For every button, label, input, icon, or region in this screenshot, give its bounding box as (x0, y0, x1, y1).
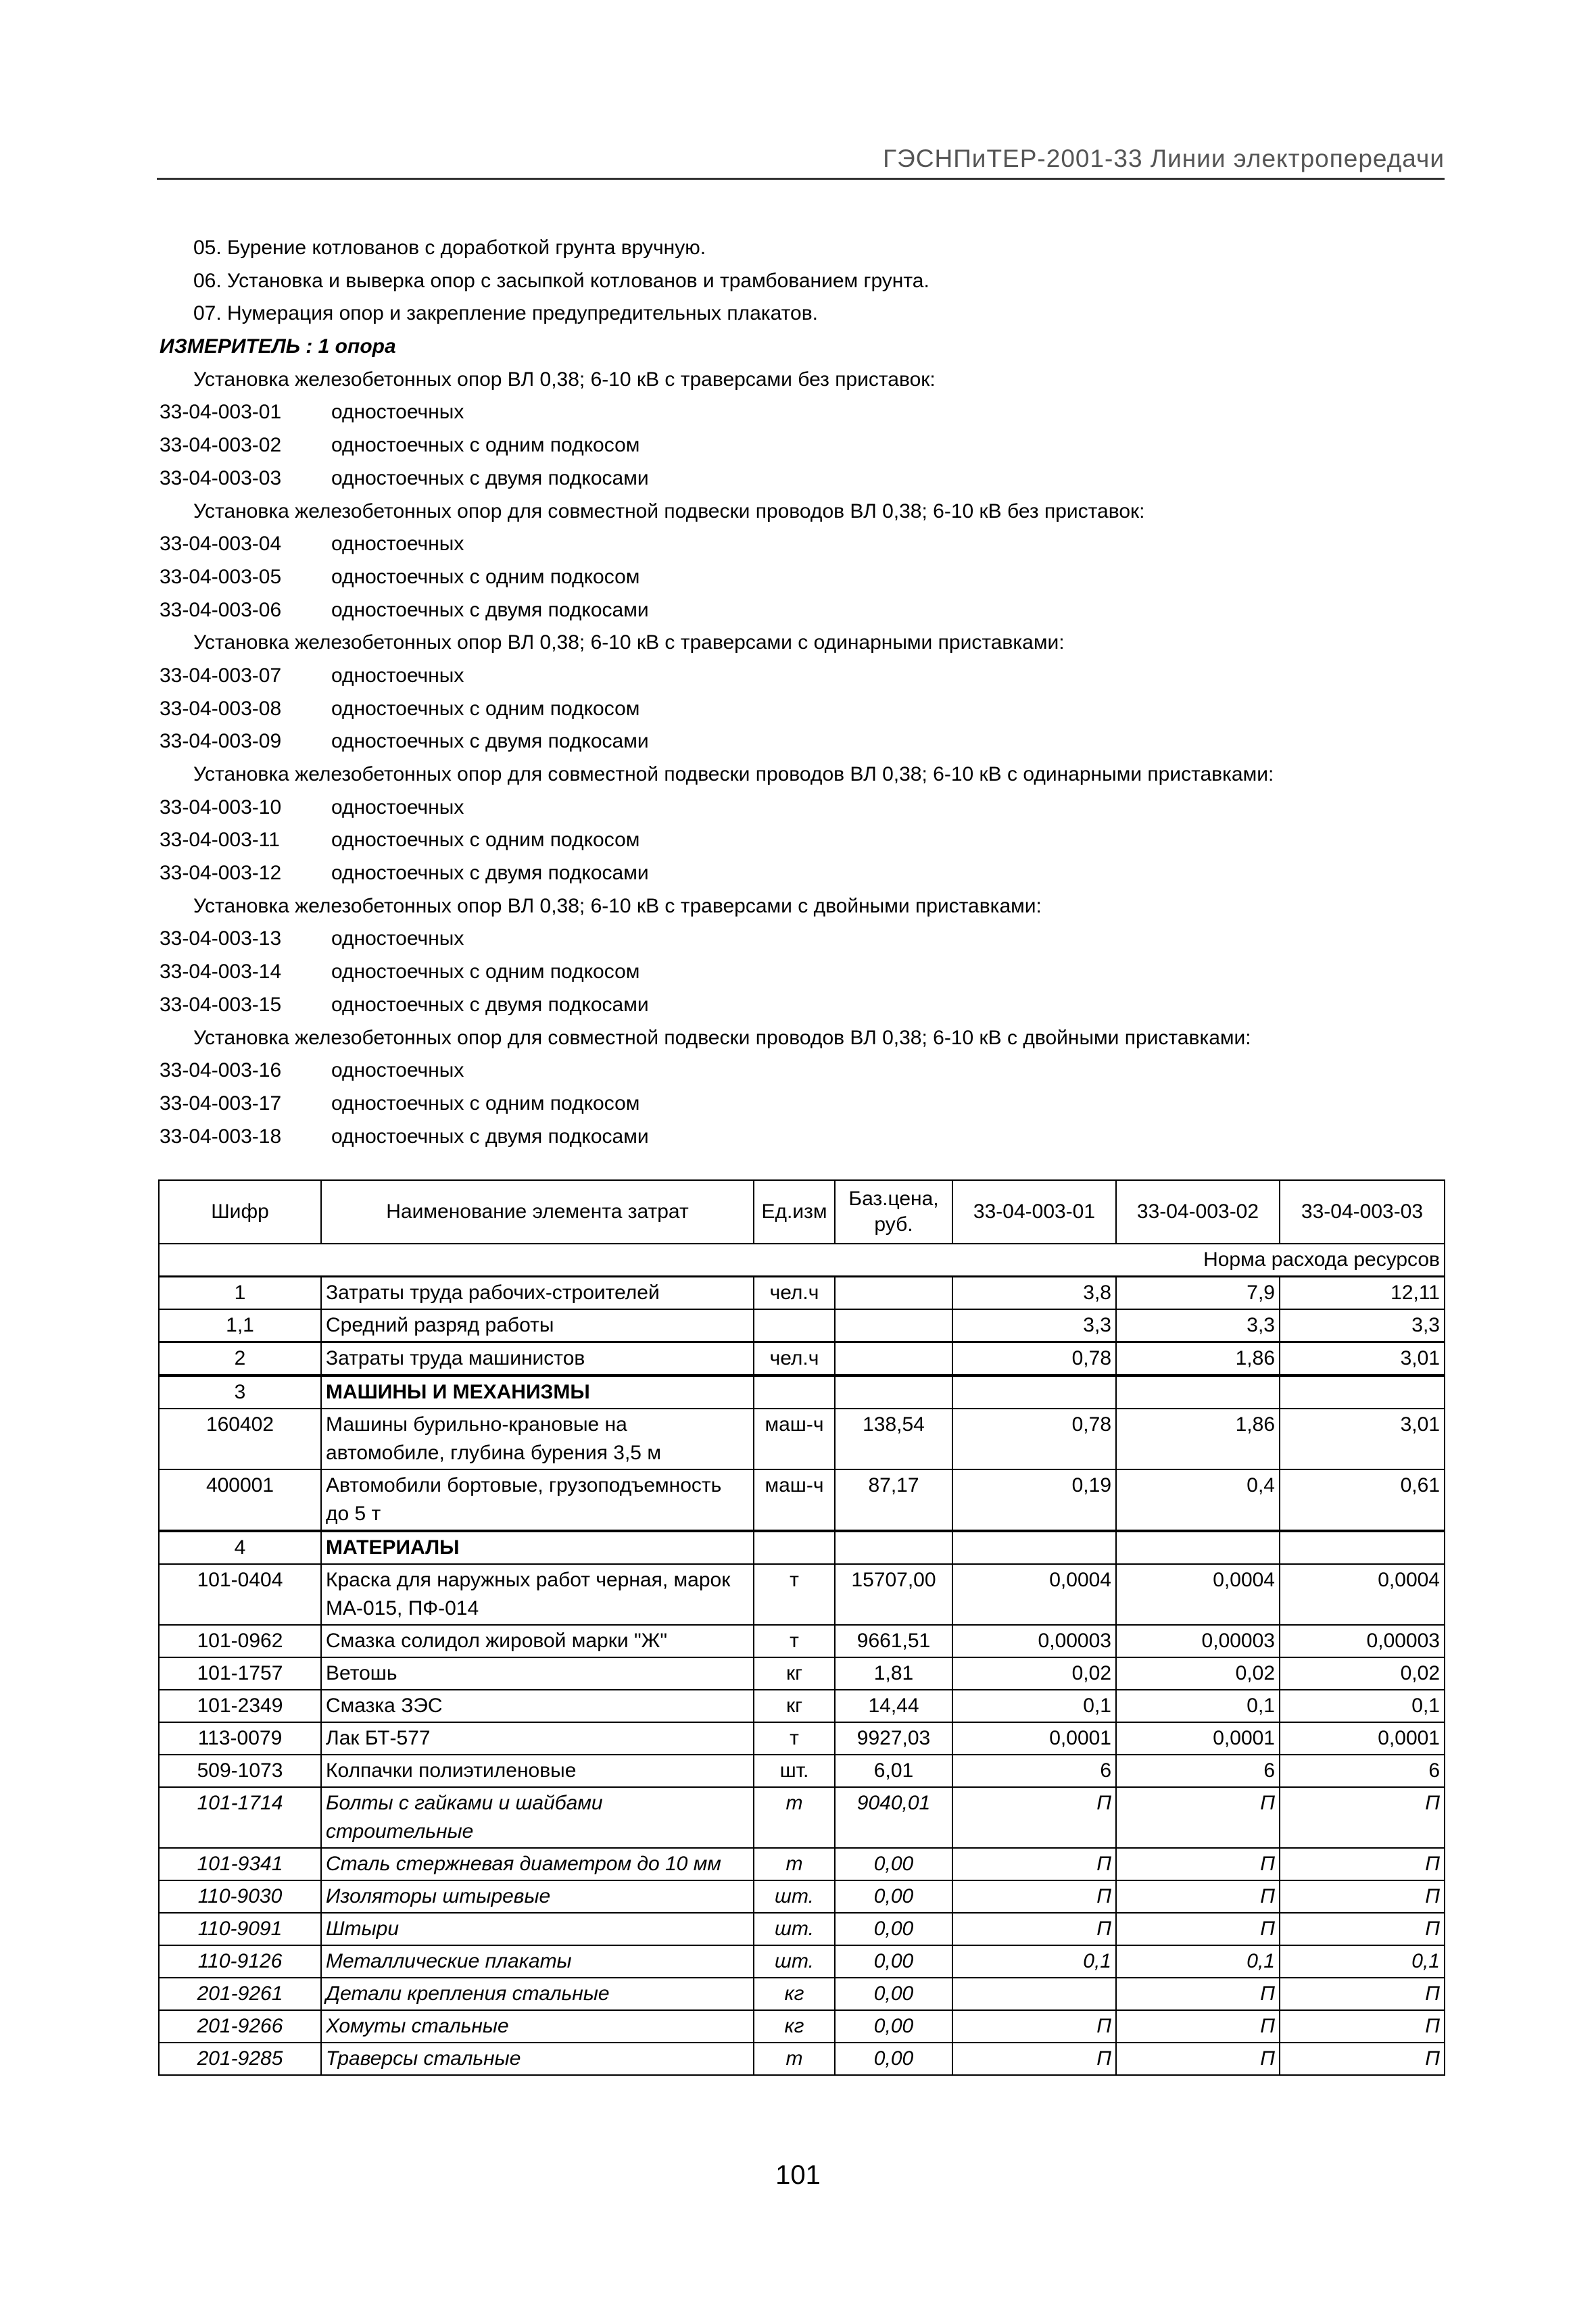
cell-price: 15707,00 (835, 1564, 952, 1625)
cell-name: МАШИНЫ И МЕХАНИЗМЫ (321, 1375, 754, 1409)
cell-code: 160402 (159, 1409, 321, 1469)
section-row (159, 1375, 1445, 1409)
cell-name: Смазка солидол жировой марки "Ж" (321, 1625, 754, 1657)
norm-description: одностоечных с одним подкосом (331, 960, 640, 983)
cell-value-col2 (1116, 1531, 1280, 1564)
cell-value-col3: П (1280, 1848, 1445, 1880)
cell-code: 3 (159, 1375, 321, 1409)
cell-value-col2: П (1116, 1913, 1280, 1945)
cell-value-col3: П (1280, 2010, 1445, 2043)
cell-value-col2 (1116, 1375, 1280, 1409)
cell-code: 1 (159, 1277, 321, 1310)
norm-code: 33-04-003-04 (160, 533, 282, 556)
norm-code: 33-04-003-09 (160, 730, 282, 753)
section-row (159, 1531, 1445, 1564)
norm-code: 33-04-003-07 (160, 664, 282, 687)
cell-price: 87,17 (835, 1469, 952, 1531)
norm-code: 33-04-003-11 (160, 829, 280, 852)
cell-price (835, 1531, 952, 1564)
cell-value-col1: 3,3 (952, 1309, 1116, 1342)
norm-description: одностоечных (331, 401, 464, 424)
cell-value-col1: 0,78 (952, 1342, 1116, 1376)
norm-code-item (160, 693, 1444, 726)
cell-value-col3: 0,1 (1280, 1945, 1445, 1978)
cell-price: 9927,03 (835, 1722, 952, 1755)
cell-code: 101-1714 (159, 1787, 321, 1848)
cell-code: 101-1757 (159, 1657, 321, 1690)
cell-value-col1: П (952, 1787, 1116, 1848)
cell-value-col2: 0,1 (1116, 1945, 1280, 1978)
cell-price: 0,00 (835, 2010, 952, 2043)
cell-name: Металлические плакаты (321, 1945, 754, 1978)
norm-description: одностоечных с двумя подкосами (331, 1125, 649, 1148)
table-header-row (159, 1180, 1445, 1244)
cell-value-col3: 3,3 (1280, 1309, 1445, 1342)
cell-unit: кг (754, 1690, 835, 1722)
norm-code-item (160, 1121, 1444, 1154)
cell-unit: т (754, 1848, 835, 1880)
norm-code-item (160, 660, 1444, 693)
norm-code-item (160, 528, 1444, 561)
cell-value-col1: 0,0004 (952, 1564, 1116, 1625)
cell-value-col2: 0,1 (1116, 1690, 1280, 1722)
norm-description: одностоечных с двумя подкосами (331, 466, 649, 489)
cell-value-col1: 0,02 (952, 1657, 1116, 1690)
header-col3: 33-04-003-03 (1280, 1180, 1445, 1244)
cell-unit: шт. (754, 1945, 835, 1978)
norm-description: одностоечных с одним подкосом (331, 1092, 640, 1115)
cell-name: Машины бурильно-крановые на автомобиле, глубина бурения 3,5 м (321, 1409, 754, 1469)
cell-code: 101-9341 (159, 1848, 321, 1880)
cell-value-col1: П (952, 2010, 1116, 2043)
cell-unit (754, 1531, 835, 1564)
cell-value-col3: 0,02 (1280, 1657, 1445, 1690)
cell-value-col3: 0,1 (1280, 1690, 1445, 1722)
cell-value-col2: 0,4 (1116, 1469, 1280, 1531)
cell-unit (754, 1375, 835, 1409)
cell-value-col1: П (952, 1913, 1116, 1945)
norm-code-item (160, 1088, 1444, 1121)
table-row (159, 1625, 1445, 1657)
cell-code: 201-9285 (159, 2043, 321, 2075)
norm-description: одностоечных (331, 927, 464, 950)
norm-code-item (160, 594, 1444, 627)
process-step: 07. Нумерация опор и закрепление предупредительных плакатов. (193, 302, 818, 325)
cell-name: Сталь стержневая диаметром до 10 мм (321, 1848, 754, 1880)
table-row (159, 1277, 1445, 1310)
norm-code: 33-04-003-14 (160, 960, 282, 983)
cell-name: Детали крепления стальные (321, 1978, 754, 2010)
norm-description: одностоечных с двумя подкосами (331, 598, 649, 621)
norm-description: одностоечных с двумя подкосами (331, 730, 649, 753)
cell-name: Затраты труда рабочих-строителей (321, 1277, 754, 1310)
norm-description: одностоечных (331, 796, 464, 819)
norm-description: одностоечных с одним подкосом (331, 697, 640, 720)
table-row (159, 1309, 1445, 1342)
norm-description: одностоечных с двумя подкосами (331, 993, 649, 1016)
cell-unit: т (754, 1625, 835, 1657)
cell-value-col3: П (1280, 2043, 1445, 2075)
cell-value-col2: П (1116, 1978, 1280, 2010)
cell-unit (754, 1309, 835, 1342)
cell-name: Средний разряд работы (321, 1309, 754, 1342)
cell-code: 110-9091 (159, 1913, 321, 1945)
cell-value-col2: П (1116, 1880, 1280, 1913)
cell-value-col1: 0,00003 (952, 1625, 1116, 1657)
norm-code: 33-04-003-08 (160, 697, 282, 720)
norm-code-item (160, 1054, 1444, 1088)
norm-label-row (159, 1244, 1445, 1277)
cell-unit: кг (754, 2010, 835, 2043)
cell-value-col2: 0,00003 (1116, 1625, 1280, 1657)
cell-price: 0,00 (835, 2043, 952, 2075)
cell-price: 9661,51 (835, 1625, 952, 1657)
cell-price (835, 1375, 952, 1409)
cell-unit: шт. (754, 1913, 835, 1945)
cell-code: 201-9266 (159, 2010, 321, 2043)
cell-value-col3: 3,01 (1280, 1342, 1445, 1376)
cell-code: 400001 (159, 1469, 321, 1531)
cell-value-col1 (952, 1375, 1116, 1409)
norm-code: 33-04-003-10 (160, 796, 282, 819)
cell-value-col2: 3,3 (1116, 1309, 1280, 1342)
table-row (159, 1469, 1445, 1531)
cell-code: 509-1073 (159, 1755, 321, 1787)
cell-price: 6,01 (835, 1755, 952, 1787)
cell-unit: маш-ч (754, 1469, 835, 1531)
cell-value-col2: П (1116, 1848, 1280, 1880)
cell-value-col3: 0,00003 (1280, 1625, 1445, 1657)
table-row (159, 1755, 1445, 1787)
table-row (159, 1722, 1445, 1755)
group-title: Установка железобетонных опор для совместной подвески проводов ВЛ 0,38; 6-10 кВ с двойными приставками: (193, 1026, 1251, 1049)
group-title: Установка железобетонных опор ВЛ 0,38; 6-10 кВ с траверсами с одинарными приставками: (193, 631, 1065, 654)
cell-value-col3: 3,01 (1280, 1409, 1445, 1469)
process-step: 05. Бурение котлованов с доработкой грунта вручную. (193, 237, 706, 259)
cell-value-col2: 0,02 (1116, 1657, 1280, 1690)
cell-code: 1,1 (159, 1309, 321, 1342)
cell-value-col2: 0,0001 (1116, 1722, 1280, 1755)
cell-value-col2: П (1116, 1787, 1280, 1848)
norm-code-item (160, 725, 1444, 758)
norm-code-item (160, 462, 1444, 495)
cell-value-col1: П (952, 1880, 1116, 1913)
cell-name: Смазка ЗЭС (321, 1690, 754, 1722)
cell-name: Болты с гайками и шайбами строительные (321, 1787, 754, 1848)
norm-label: Норма расхода ресурсов (159, 1244, 1445, 1277)
cell-code: 110-9126 (159, 1945, 321, 1978)
table-row (159, 1690, 1445, 1722)
cell-value-col2: 0,0004 (1116, 1564, 1280, 1625)
header-name: Наименование элемента затрат (321, 1180, 754, 1244)
header-rule (157, 178, 1445, 180)
cell-name: МАТЕРИАЛЫ (321, 1531, 754, 1564)
norm-code-item (160, 396, 1444, 429)
measure-unit: ИЗМЕРИТЕЛЬ : 1 опора (160, 335, 396, 358)
cell-value-col3: 0,0001 (1280, 1722, 1445, 1755)
cell-value-col2: 6 (1116, 1755, 1280, 1787)
cell-price (835, 1277, 952, 1310)
header-price: Баз.цена, руб. (835, 1180, 952, 1244)
cell-unit: т (754, 1722, 835, 1755)
group-title: Установка железобетонных опор ВЛ 0,38; 6-10 кВ с траверсами с двойными приставками: (193, 894, 1042, 917)
cell-value-col1 (952, 1531, 1116, 1564)
cell-code: 101-0962 (159, 1625, 321, 1657)
group-title: Установка железобетонных опор ВЛ 0,38; 6-10 кВ с траверсами без приставок: (193, 368, 936, 391)
table-row (159, 2010, 1445, 2043)
cell-code: 101-2349 (159, 1690, 321, 1722)
cell-value-col3: 12,11 (1280, 1277, 1445, 1310)
norm-code-item (160, 989, 1444, 1022)
norm-code: 33-04-003-05 (160, 565, 282, 588)
cell-price: 138,54 (835, 1409, 952, 1469)
cell-name: Колпачки полиэтиленовые (321, 1755, 754, 1787)
cell-value-col1: 0,1 (952, 1945, 1116, 1978)
cell-value-col1 (952, 1978, 1116, 2010)
cell-value-col3: 0,0004 (1280, 1564, 1445, 1625)
norm-code-item (160, 429, 1444, 462)
cell-price: 0,00 (835, 1945, 952, 1978)
cell-unit: шт. (754, 1880, 835, 1913)
cell-value-col1: 6 (952, 1755, 1116, 1787)
cell-unit: т (754, 2043, 835, 2075)
table-row (159, 1657, 1445, 1690)
header-unit: Ед.изм (754, 1180, 835, 1244)
group-title: Установка железобетонных опор для совместной подвески проводов ВЛ 0,38; 6-10 кВ с одинарными приставками: (193, 763, 1274, 785)
norm-code-item (160, 857, 1444, 890)
intro-section (160, 232, 1444, 1153)
cell-value-col3: П (1280, 1880, 1445, 1913)
cell-unit: чел.ч (754, 1277, 835, 1310)
cell-price (835, 1309, 952, 1342)
cell-value-col2: П (1116, 2010, 1280, 2043)
cell-code: 2 (159, 1342, 321, 1376)
page-number: 101 (775, 2160, 821, 2190)
norm-description: одностоечных с двумя подкосами (331, 862, 649, 885)
norm-code: 33-04-003-15 (160, 993, 282, 1016)
norm-code-item (160, 824, 1444, 857)
cell-price: 0,00 (835, 1880, 952, 1913)
header-code: Шифр (159, 1180, 321, 1244)
header-col1: 33-04-003-01 (952, 1180, 1116, 1244)
cell-value-col3: П (1280, 1913, 1445, 1945)
norm-code: 33-04-003-16 (160, 1059, 282, 1082)
norm-code: 33-04-003-03 (160, 466, 282, 489)
cell-value-col1: 0,78 (952, 1409, 1116, 1469)
table-row (159, 2043, 1445, 2075)
cell-name: Ветошь (321, 1657, 754, 1690)
cell-code: 4 (159, 1531, 321, 1564)
cell-code: 201-9261 (159, 1978, 321, 2010)
cell-value-col1: П (952, 1848, 1116, 1880)
cell-unit: т (754, 1564, 835, 1625)
norm-code-item (160, 561, 1444, 594)
norm-code: 33-04-003-01 (160, 401, 282, 424)
cell-price: 0,00 (835, 1913, 952, 1945)
cell-value-col3: 6 (1280, 1755, 1445, 1787)
cell-price: 9040,01 (835, 1787, 952, 1848)
cell-value-col2: 1,86 (1116, 1342, 1280, 1376)
cell-name: Хомуты стальные (321, 2010, 754, 2043)
cell-unit: шт. (754, 1755, 835, 1787)
process-step: 06. Установка и выверка опор с засыпкой котлованов и трамбованием грунта. (193, 269, 929, 292)
norm-code-item (160, 956, 1444, 989)
norm-code: 33-04-003-02 (160, 434, 282, 457)
norm-description: одностоечных с одним подкосом (331, 565, 640, 588)
table-row (159, 1978, 1445, 2010)
cell-unit: т (754, 1787, 835, 1848)
cell-code: 113-0079 (159, 1722, 321, 1755)
norm-description: одностоечных (331, 1059, 464, 1082)
cell-name: Автомобили бортовые, грузоподъемность до 5 т (321, 1469, 754, 1531)
cell-value-col2: 7,9 (1116, 1277, 1280, 1310)
cell-value-col3 (1280, 1375, 1445, 1409)
cell-value-col1: 0,1 (952, 1690, 1116, 1722)
cell-value-col1: 0,0001 (952, 1722, 1116, 1755)
norm-code-item (160, 923, 1444, 956)
header-col2: 33-04-003-02 (1116, 1180, 1280, 1244)
document-header: ГЭСНПиТЕР-2001-33 Линии электропередачи (883, 145, 1445, 172)
table-row (159, 1945, 1445, 1978)
norm-code: 33-04-003-06 (160, 598, 282, 621)
cell-name: Траверсы стальные (321, 2043, 754, 2075)
cell-name: Штыри (321, 1913, 754, 1945)
cell-value-col2: П (1116, 2043, 1280, 2075)
cell-unit: кг (754, 1978, 835, 2010)
cell-name: Изоляторы штыревые (321, 1880, 754, 1913)
table-row (159, 1913, 1445, 1945)
norm-code: 33-04-003-12 (160, 862, 282, 885)
table-row (159, 1848, 1445, 1880)
cell-unit: маш-ч (754, 1409, 835, 1469)
cell-name: Краска для наружных работ черная, марок МА-015, ПФ-014 (321, 1564, 754, 1625)
norm-code-item (160, 791, 1444, 825)
cell-unit: чел.ч (754, 1342, 835, 1376)
cell-code: 110-9030 (159, 1880, 321, 1913)
cell-name: Лак БТ-577 (321, 1722, 754, 1755)
cell-name: Затраты труда машинистов (321, 1342, 754, 1376)
resource-norms-table (158, 1179, 1445, 2076)
norm-code: 33-04-003-17 (160, 1092, 282, 1115)
table-row (159, 1342, 1445, 1376)
cell-value-col3 (1280, 1531, 1445, 1564)
norm-description: одностоечных (331, 664, 464, 687)
cell-value-col3: 0,61 (1280, 1469, 1445, 1531)
cell-value-col2: 1,86 (1116, 1409, 1280, 1469)
norm-code: 33-04-003-18 (160, 1125, 282, 1148)
cell-price: 0,00 (835, 1848, 952, 1880)
cell-value-col1: П (952, 2043, 1116, 2075)
cell-price: 0,00 (835, 1978, 952, 2010)
cell-unit: кг (754, 1657, 835, 1690)
cell-value-col1: 3,8 (952, 1277, 1116, 1310)
norm-code: 33-04-003-13 (160, 927, 282, 950)
table-row (159, 1880, 1445, 1913)
group-title: Установка железобетонных опор для совместной подвески проводов ВЛ 0,38; 6-10 кВ без приставок: (193, 499, 1145, 522)
cell-price: 14,44 (835, 1690, 952, 1722)
norm-description: одностоечных с одним подкосом (331, 434, 640, 457)
norm-description: одностоечных с одним подкосом (331, 829, 640, 852)
cell-value-col3: П (1280, 1978, 1445, 2010)
norm-description: одностоечных (331, 533, 464, 556)
cell-value-col3: П (1280, 1787, 1445, 1848)
cell-price: 1,81 (835, 1657, 952, 1690)
table-row (159, 1564, 1445, 1625)
table-row (159, 1787, 1445, 1848)
table-row (159, 1409, 1445, 1469)
cell-code: 101-0404 (159, 1564, 321, 1625)
cell-price (835, 1342, 952, 1376)
cell-value-col1: 0,19 (952, 1469, 1116, 1531)
